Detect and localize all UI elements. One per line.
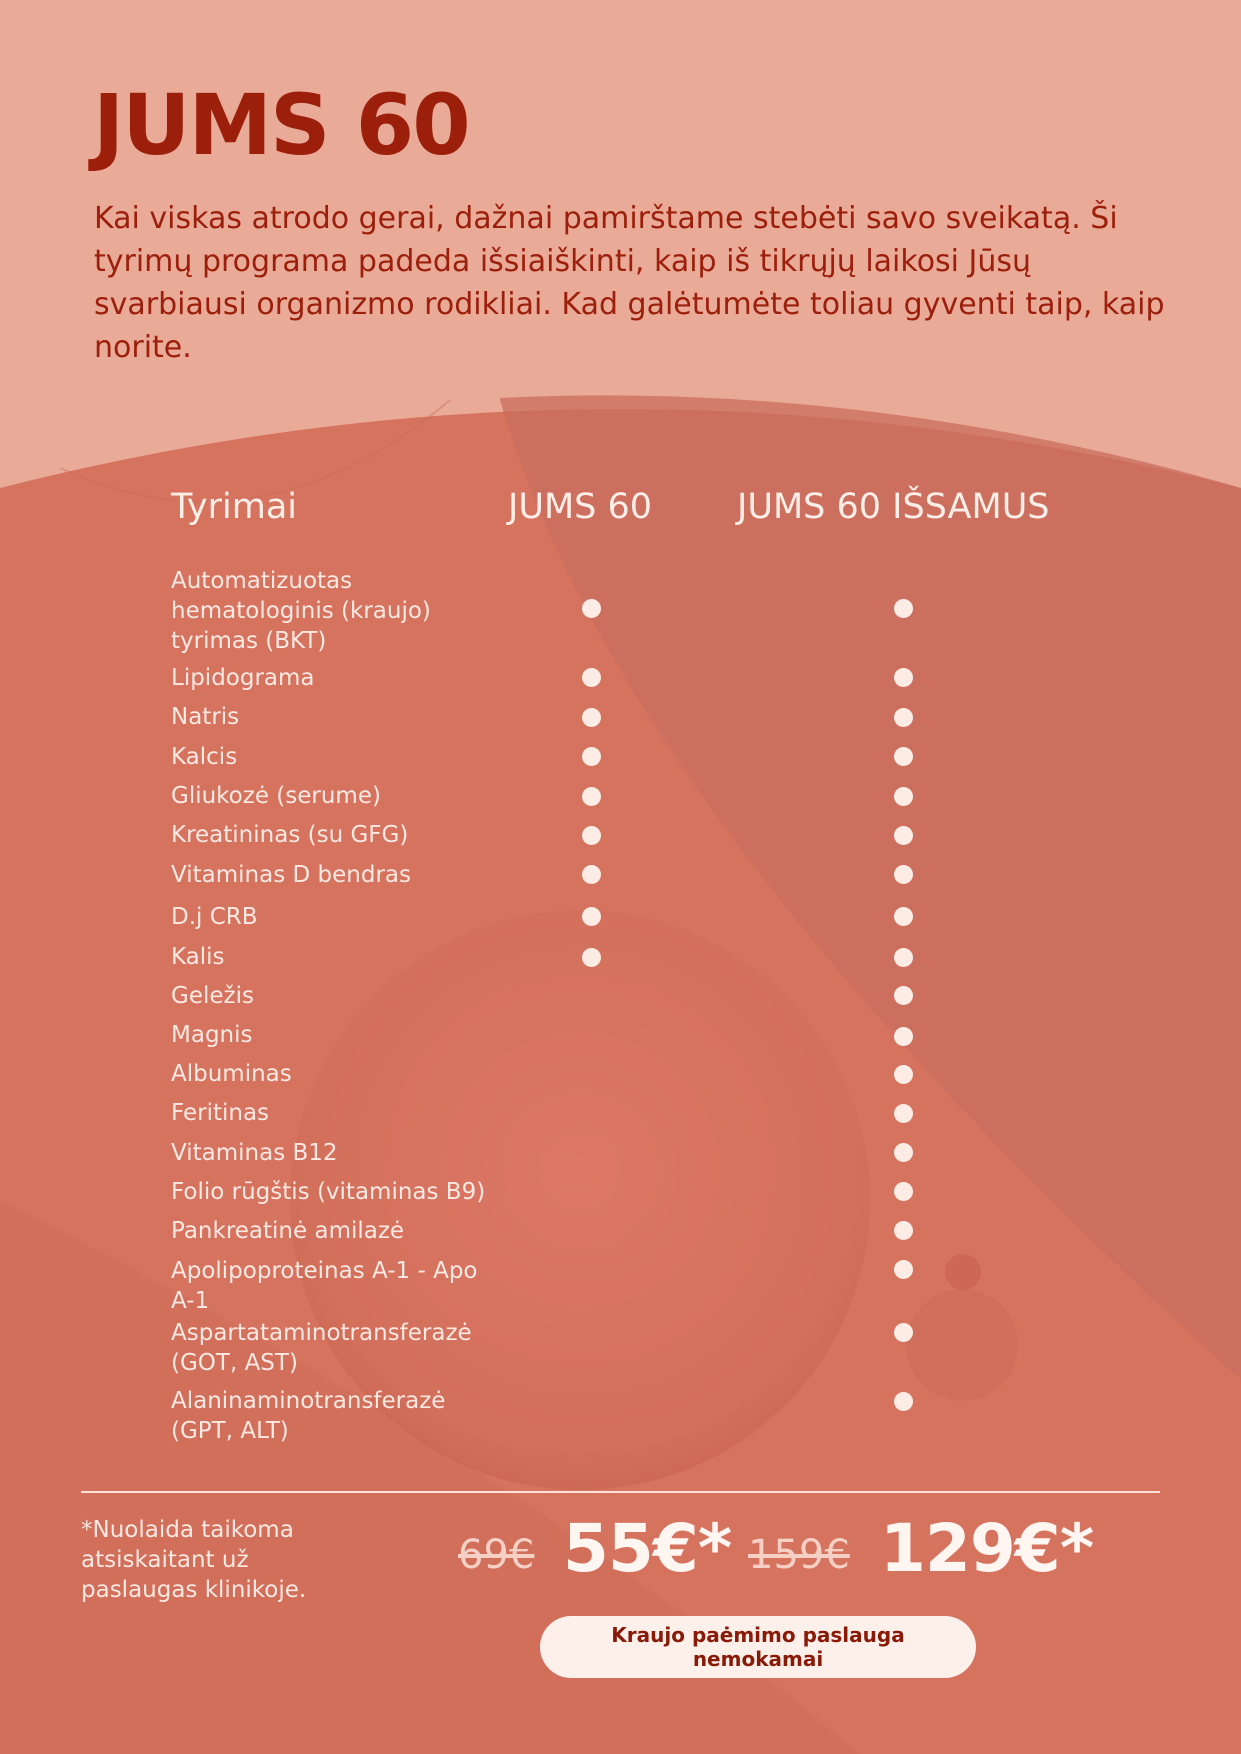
test-name: Vitaminas D bendras	[171, 862, 411, 888]
table-row	[171, 902, 501, 932]
jums60-issamus-included-dot-icon	[894, 1221, 913, 1240]
table-row	[171, 981, 501, 1011]
jums60-issamus-included-dot-icon	[894, 599, 913, 618]
column-header-jums60: JUMS 60	[508, 487, 653, 527]
jums60-included-dot-icon	[582, 668, 601, 687]
divider	[81, 1491, 1160, 1493]
table-row	[171, 742, 501, 772]
test-name: Magnis	[171, 1022, 253, 1048]
test-name: Folio rūgštis (vitaminas B9)	[171, 1179, 486, 1205]
table-row	[171, 1216, 501, 1246]
test-name: D.j CRB	[171, 904, 258, 930]
test-name: Apolipoproteinas A-1 - Apo A-1	[171, 1258, 478, 1314]
jums60-issamus-included-dot-icon	[894, 1065, 913, 1084]
jums60-issamus-included-dot-icon	[894, 948, 913, 967]
table-row	[171, 1256, 501, 1316]
jums60-issamus-included-dot-icon	[894, 787, 913, 806]
table-row	[171, 566, 501, 656]
jums60-included-dot-icon	[582, 948, 601, 967]
jums60-issamus-old-price: 159€	[748, 1532, 850, 1578]
test-name: Albuminas	[171, 1061, 292, 1087]
column-header-jums60-issamus: JUMS 60 IŠSAMUS	[737, 487, 1050, 527]
jums60-issamus-new-price: 129€*	[880, 1510, 1094, 1587]
jums60-issamus-included-dot-icon	[894, 668, 913, 687]
table-row	[171, 781, 501, 811]
jums60-included-dot-icon	[582, 865, 601, 884]
jums60-included-dot-icon	[582, 599, 601, 618]
jums60-issamus-included-dot-icon	[894, 1260, 913, 1279]
jums60-issamus-included-dot-icon	[894, 907, 913, 926]
jums60-issamus-included-dot-icon	[894, 986, 913, 1005]
table-row	[171, 942, 501, 972]
jums60-old-price: 69€	[458, 1532, 535, 1578]
test-name: Pankreatinė amilazė	[171, 1218, 405, 1244]
table-row	[171, 1318, 501, 1378]
table-row	[171, 1138, 501, 1168]
table-row	[171, 663, 501, 693]
table-row	[171, 1386, 501, 1446]
jums60-issamus-included-dot-icon	[894, 1323, 913, 1342]
jums60-included-dot-icon	[582, 787, 601, 806]
jums60-issamus-included-dot-icon	[894, 1392, 913, 1411]
jums60-issamus-included-dot-icon	[894, 865, 913, 884]
test-name: Aspartataminotransferazė (GOT, AST)	[171, 1320, 472, 1376]
test-name: Geležis	[171, 983, 254, 1009]
jums60-included-dot-icon	[582, 708, 601, 727]
table-row	[171, 1020, 501, 1050]
test-name: Gliukozė (serume)	[171, 783, 381, 809]
page-title: JUMS 60	[93, 76, 469, 174]
jums60-issamus-included-dot-icon	[894, 1027, 913, 1046]
jums60-issamus-included-dot-icon	[894, 1182, 913, 1201]
jums60-included-dot-icon	[582, 826, 601, 845]
test-name: Vitaminas B12	[171, 1140, 338, 1166]
test-name: Kalis	[171, 944, 225, 970]
table-row	[171, 1177, 501, 1207]
table-row	[171, 860, 501, 890]
test-name: Natris	[171, 704, 240, 730]
table-row	[171, 820, 501, 850]
table-row	[171, 702, 501, 732]
intro-text: Kai viskas atrodo gerai, dažnai pamirštame stebėti savo sveikatą. Ši tyrimų programa padeda išsiaiškinti, kaip iš tikrųjų laikosi Jūsų svarbiausi organizmo rodikliai. Kad galėtumėte toliau gyventi taip, kaip norite.	[94, 201, 1165, 365]
column-header-tests: Tyrimai	[171, 487, 298, 527]
test-name: Alaninaminotransferazė (GPT, ALT)	[171, 1388, 446, 1444]
test-name: Feritinas	[171, 1100, 270, 1126]
test-name: Automatizuotas hematologinis (kraujo) tyrimas (BKT)	[171, 568, 431, 654]
discount-note: *Nuolaida taikoma atsiskaitant už paslaugas klinikoje.	[81, 1517, 307, 1603]
free-blood-draw-button[interactable]: Kraujo paėmimo paslauga nemokamai	[540, 1616, 976, 1678]
jums60-included-dot-icon	[582, 747, 601, 766]
jums60-issamus-included-dot-icon	[894, 1104, 913, 1123]
jums60-issamus-included-dot-icon	[894, 826, 913, 845]
jums60-issamus-included-dot-icon	[894, 747, 913, 766]
jums60-included-dot-icon	[582, 907, 601, 926]
test-name: Kalcis	[171, 744, 238, 770]
test-name: Kreatininas (su GFG)	[171, 822, 409, 848]
jums60-new-price: 55€*	[563, 1510, 732, 1587]
jums60-issamus-included-dot-icon	[894, 1143, 913, 1162]
test-name: Lipidograma	[171, 665, 315, 691]
jums60-issamus-included-dot-icon	[894, 708, 913, 727]
table-row	[171, 1059, 501, 1089]
table-row	[171, 1098, 501, 1128]
